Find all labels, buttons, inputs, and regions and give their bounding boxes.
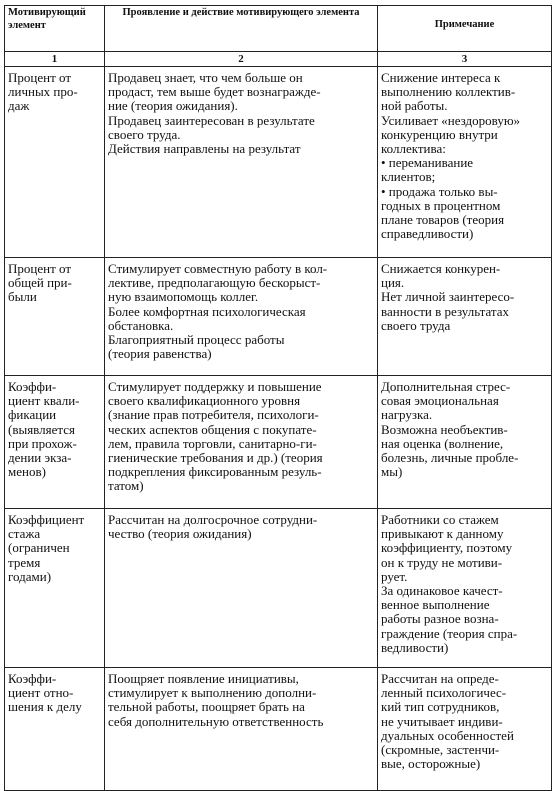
element-cell: [5, 376, 105, 509]
cell-text-line: Процент от: [8, 261, 72, 276]
cell-text-line: ной работы.: [381, 98, 448, 114]
cell-text-line: За одинаковое качест-: [381, 583, 503, 599]
cell-text-line: коэффициенту, поэтому: [381, 540, 513, 556]
cell-text-line: Коэффициент: [8, 512, 85, 527]
cell-text-line: кий тип сотрудников,: [381, 699, 500, 715]
cell-text-line: болезнь, личные пробле-: [381, 450, 519, 466]
cell-text-line: менов): [8, 464, 46, 480]
cell-text-line: ческих аспектов общения с покупате-: [108, 421, 317, 437]
cell-text-line: Продавец знает, что чем больше он: [108, 70, 303, 85]
column-number: 2: [105, 52, 378, 67]
cell-text-line: Стимулирует совместную работу в кол-: [108, 261, 328, 276]
cell-text-line: при прохож-: [8, 435, 77, 451]
element-cell: [5, 509, 105, 668]
table-row: [5, 509, 552, 668]
cell-text-line: себя дополнительную ответственность: [108, 713, 324, 729]
cell-text-line: дении экза-: [8, 450, 72, 466]
table-row: [5, 67, 552, 258]
note-cell: [378, 668, 552, 791]
cell-text-line: ванности в результатах: [381, 303, 510, 319]
cell-text-line: тельной работы, поощряет брать на: [108, 699, 305, 715]
cell-text-line: шения к делу: [8, 699, 82, 715]
cell-text-line: ная оценка (волнение,: [381, 435, 504, 451]
cell-text-line: своего труда.: [108, 126, 181, 142]
cell-text-line: лем, правила торговли, санитарно-ги-: [108, 435, 317, 451]
cell-text-line: (скромные, застенчи-: [381, 742, 500, 758]
cell-text-line: (теория равенства): [108, 346, 212, 362]
cell-text-line: обстановка.: [108, 317, 174, 333]
cell-text-line: Стимулирует поддержку и повышение: [108, 379, 322, 394]
cell-text-line: гиенические требования и др.) (теория: [108, 450, 323, 466]
cell-text-line: Снижение интереса к: [381, 70, 501, 85]
cell-text-line: ведливости): [381, 639, 449, 655]
cell-text-line: (выявляется: [8, 421, 75, 437]
cell-text-line: Работники со стажем: [381, 512, 499, 527]
cell-text-line: ленный психологичес-: [381, 685, 507, 701]
header-note: Примечание: [378, 6, 552, 52]
cell-text-line: мы): [381, 464, 403, 480]
table-row: [5, 258, 552, 376]
cell-text-line: (знание прав потребителя, психологи-: [108, 407, 319, 423]
cell-text-line: своего квалификационного уровня: [108, 393, 301, 409]
cell-text-line: ную взаимопомощь коллег.: [108, 289, 259, 305]
cell-text-line: привыкают к данному: [381, 526, 504, 542]
motivation-table: [4, 5, 552, 791]
cell-text-line: граждение (теория спра-: [381, 625, 518, 641]
cell-text-line: чество (теория ожидания): [108, 526, 252, 542]
cell-text-line: вые, осторожные): [381, 756, 481, 772]
cell-text-line: клиентов;: [381, 169, 436, 185]
cell-text-line: венное выполнение: [381, 597, 490, 613]
note-cell: [378, 509, 552, 668]
cell-text-line: нагрузка.: [381, 407, 433, 423]
cell-text-line: даж: [8, 98, 30, 114]
cell-text-line: (ограничен: [8, 540, 70, 556]
cell-text-line: рует.: [381, 568, 408, 584]
cell-text-line: не учитывает индиви-: [381, 713, 503, 729]
cell-text-line: своего труда: [381, 317, 451, 333]
manifestation-cell: [105, 668, 378, 791]
cell-text-line: ция.: [381, 275, 405, 291]
cell-text-line: совая эмоциональная: [381, 393, 499, 409]
header-manifestation: Проявление и действие мотивирующего элемента: [105, 6, 378, 52]
cell-text-line: • продажа только вы-: [381, 183, 498, 199]
manifestation-cell: [105, 67, 378, 258]
cell-text-line: Процент от: [8, 70, 72, 85]
cell-text-line: стажа: [8, 526, 41, 542]
cell-text-line: Продавец заинтересован в результате: [108, 112, 315, 128]
cell-text-line: дуальных особенностей: [381, 727, 514, 743]
cell-text-line: продаст, тем выше будет вознагражде-: [108, 84, 321, 100]
cell-text-line: татом): [108, 478, 144, 494]
cell-text-line: Нет личной заинтересо-: [381, 289, 515, 305]
cell-text-line: Действия направлены на результат: [108, 141, 301, 157]
cell-text-line: справедливости): [381, 226, 474, 242]
cell-text-line: Рассчитан на долгосрочное сотрудни-: [108, 512, 318, 527]
column-number-row: [5, 52, 552, 67]
cell-text-line: стимулирует к выполнению дополни-: [108, 685, 317, 701]
cell-text-line: циент квали-: [8, 393, 80, 409]
cell-text-line: годных в процентном: [381, 197, 501, 213]
note-cell: [378, 258, 552, 376]
cell-text-line: личных про-: [8, 84, 78, 100]
cell-text-line: Благоприятный процесс работы: [108, 332, 285, 348]
element-cell: [5, 258, 105, 376]
header-motivating-element: Мотивирующий элемент: [5, 6, 105, 52]
cell-text-line: были: [8, 289, 37, 305]
cell-text-line: подкрепления фиксированным резуль-: [108, 464, 322, 480]
note-cell: [378, 376, 552, 509]
cell-text-line: он к труду не мотиви-: [381, 554, 503, 570]
cell-text-line: Усиливает «нездоровую»: [381, 112, 521, 128]
cell-text-line: Рассчитан на опреде-: [381, 671, 499, 686]
column-number: 1: [5, 52, 105, 67]
cell-text-line: Поощряет появление инициативы,: [108, 671, 299, 686]
cell-text-line: Снижается конкурен-: [381, 261, 501, 276]
cell-text-line: общей при-: [8, 275, 72, 291]
cell-text-line: Дополнительная стрес-: [381, 379, 511, 394]
cell-text-line: годами): [8, 568, 52, 584]
note-cell: [378, 67, 552, 258]
cell-text-line: тремя: [8, 554, 41, 570]
cell-text-line: Более комфортная психологическая: [108, 303, 306, 319]
cell-text-line: Коэффи-: [8, 379, 57, 394]
cell-text-line: • переманивание: [381, 155, 474, 171]
cell-text-line: выполнению коллектив-: [381, 84, 516, 100]
cell-text-line: циент отно-: [8, 685, 74, 701]
manifestation-cell: [105, 376, 378, 509]
column-number: 3: [378, 52, 552, 67]
cell-text-line: ние (теория ожидания).: [108, 98, 238, 114]
manifestation-cell: [105, 509, 378, 668]
element-cell: [5, 67, 105, 258]
cell-text-line: лективе, предполагающую бескорыст-: [108, 275, 321, 291]
cell-text-line: плане товаров (теория: [381, 212, 505, 228]
manifestation-cell: [105, 258, 378, 376]
header-row: [5, 6, 552, 52]
cell-text-line: коллектива:: [381, 141, 446, 157]
table-row: [5, 376, 552, 509]
cell-text-line: конкуренцию внутри: [381, 126, 498, 142]
element-cell: [5, 668, 105, 791]
table-row: [5, 668, 552, 791]
cell-text-line: Возможна необъектив-: [381, 421, 508, 437]
cell-text-line: фикации: [8, 407, 57, 423]
cell-text-line: Коэффи-: [8, 671, 57, 686]
cell-text-line: работы разное возна-: [381, 611, 499, 627]
